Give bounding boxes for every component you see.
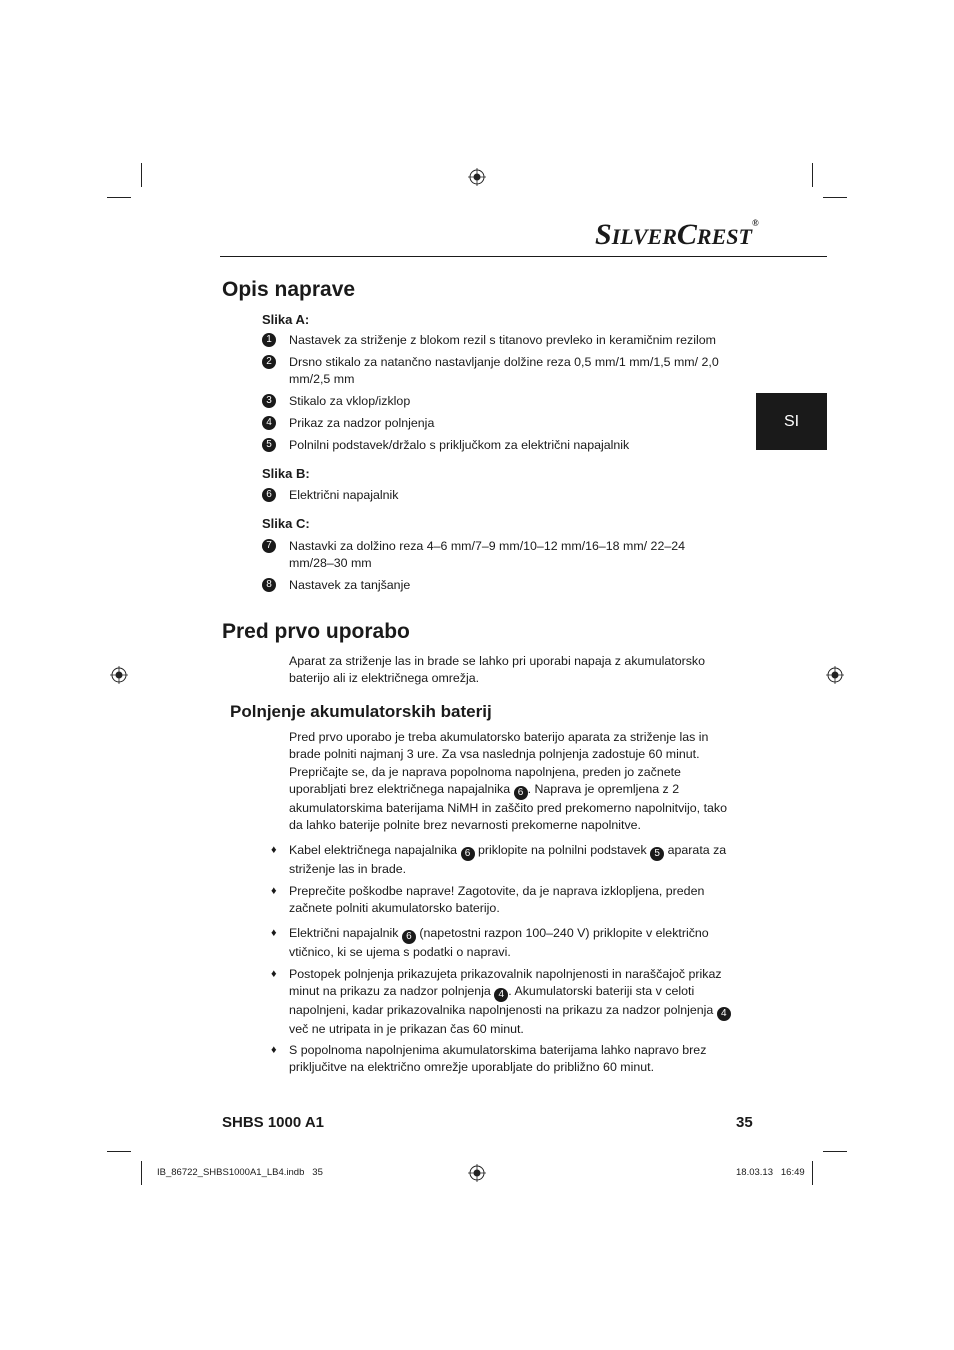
- figure-label-c: Slika C:: [262, 516, 310, 531]
- slug-file: IB_86722_SHBS1000A1_LB4.indb 35: [157, 1167, 323, 1178]
- registration-mark-icon: [468, 1164, 486, 1182]
- crop-mark: [141, 163, 142, 187]
- list-item: 7 Nastavki za dolžino reza 4–6 mm/7–9 mm/10–12 mm/16–18 mm/ 22–24 mm/28–30 mm: [262, 538, 732, 572]
- header-rule: [220, 256, 827, 257]
- language-tab: SI: [756, 393, 827, 450]
- list-item: 2 Drsno stikalo za natančno nastavljanje dolžine reza 0,5 mm/1 mm/1,5 mm/ 2,0 mm/2,5 mm: [262, 354, 732, 388]
- list-item: 1 Nastavek za striženje z blokom rezil s titanovo prevleko in keramičnim rezilom: [262, 332, 732, 349]
- figure-label-b: Slika B:: [262, 466, 310, 481]
- ref-number: 6: [514, 786, 528, 800]
- page-number: 35: [736, 1114, 753, 1131]
- bullet-item: ♦ Postopek polnjenja prikazujeta prikazovalnik napolnjenosti in naraščajoč prikaz minut na prikazu za nadzor polnjenja 4 . Akumulatorski bateriji sta v celoti napolnjeni, kadar prikazovalnika napolnjenosti na prikazu za nadzor polnjenja 4 več ne utripata in je prikazan čas 60 minut.: [271, 966, 731, 1039]
- list-item: 3 Stikalo za vklop/izklop: [262, 393, 732, 410]
- crop-mark: [107, 1151, 131, 1152]
- list-item: 4 Prikaz za nadzor polnjenja: [262, 415, 732, 432]
- intro-paragraph: Aparat za striženje las in brade se lahko pri uporabi napaja z akumulatorsko baterijo ali iz električnega omrežja.: [289, 654, 706, 686]
- slug-datetime: 18.03.13 16:49: [736, 1167, 805, 1178]
- footer-model: SHBS 1000 A1: [222, 1114, 324, 1131]
- crop-mark: [141, 1161, 142, 1185]
- crop-mark: [823, 197, 847, 198]
- bullet-diamond-icon: ♦: [271, 1044, 277, 1056]
- crop-mark: [812, 1161, 813, 1185]
- list-item: 8 Nastavek za tanjšanje: [262, 577, 732, 594]
- bullet-item: ♦ Preprečite poškodbe naprave! Zagotovite, da je naprava izklopljena, preden začnete polniti akumulatorsko baterijo.: [271, 883, 731, 918]
- bullet-diamond-icon: ♦: [271, 844, 277, 856]
- section-title-pred-prvo-uporabo: Pred prvo uporabo: [222, 620, 410, 643]
- figure-label-a: Slika A:: [262, 312, 310, 327]
- registration-mark-icon: [826, 666, 844, 684]
- crop-mark: [823, 1151, 847, 1152]
- bullet-item: ♦ Kabel električnega napajalnika 6 priklopite na polnilni podstavek 5 aparata za striženje las in brade.: [271, 842, 731, 878]
- bullet-diamond-icon: ♦: [271, 927, 277, 939]
- bullet-diamond-icon: ♦: [271, 885, 277, 897]
- registration-mark-icon: [468, 168, 486, 186]
- bullet-item: ♦ S popolnoma napolnjenima akumulatorskima baterijama lahko napravo brez priključitve na električno omrežje uporabljate do približno 60 minut.: [271, 1042, 731, 1077]
- section-title-opis-naprave: Opis naprave: [222, 278, 356, 301]
- subsection-title: Polnjenje akumulatorskih baterij: [230, 702, 492, 721]
- bullet-item: ♦ Električni napajalnik 6 (napetostni razpon 100–240 V) priklopite v električno vtičnico, ki se ujema s podatki o napravi.: [271, 925, 731, 961]
- list-item: 6 Električni napajalnik: [262, 487, 732, 504]
- charging-paragraph: Pred prvo uporabo je treba akumulatorsko baterijo aparata za striženje las in brade polniti najmanj 3 ure. Za vsa naslednja polnjenja zadostuje 60 minut. Prepričajte se, da je naprava popolnoma napolnjena, preden jo začnete uporabljati brez električnega napajalnika 6 . Naprava je opremljena z 2 akumulatorskima baterijama NiMH in zaščito pred prekomerno napolnitvijo, tako da lahko baterije polnite brez nevarnosti prekomerne napolnitve.: [289, 730, 727, 833]
- brand-logo: SILVERCREST®: [595, 218, 759, 251]
- bullet-diamond-icon: ♦: [271, 968, 277, 980]
- crop-mark: [107, 197, 131, 198]
- registration-mark-icon: [110, 666, 128, 684]
- list-item: 5 Polnilni podstavek/držalo s priključkom za električni napajalnik: [262, 437, 732, 454]
- crop-mark: [812, 163, 813, 187]
